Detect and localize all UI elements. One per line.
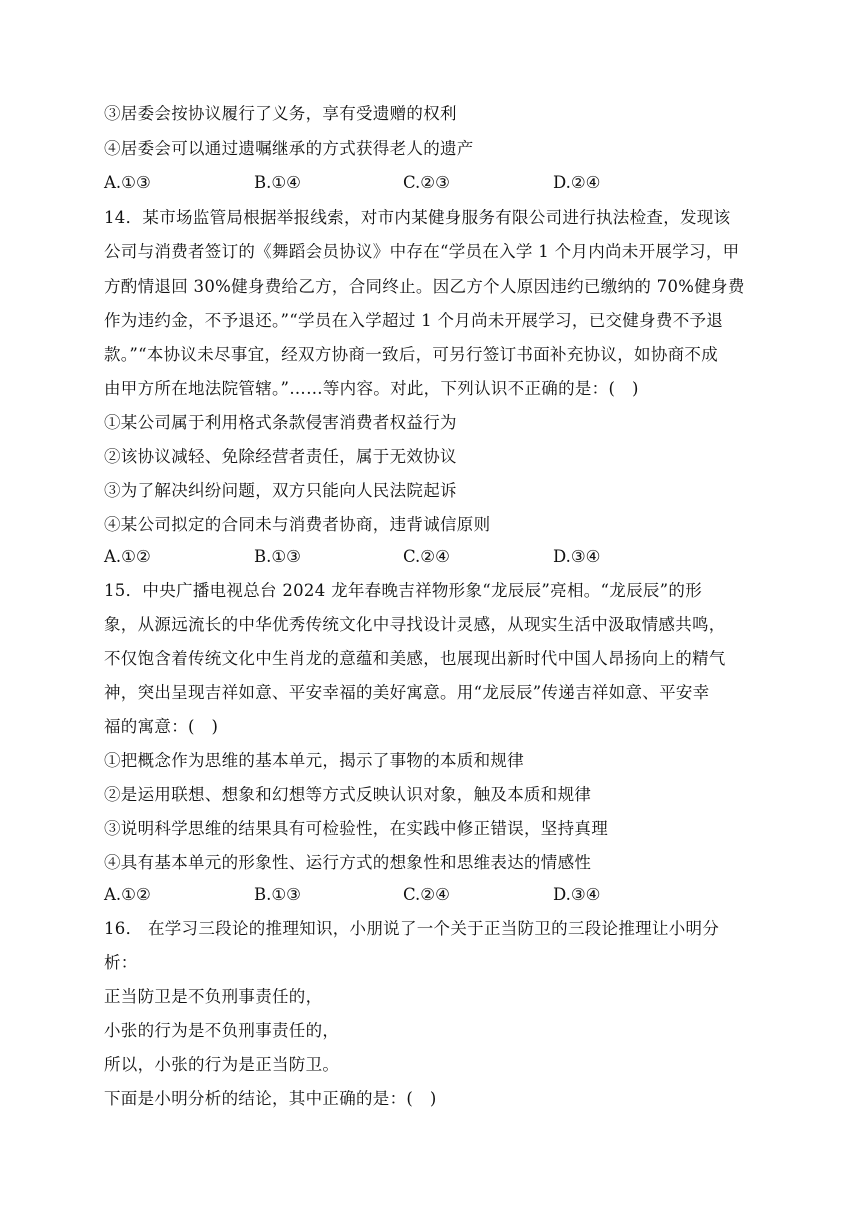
q13-item-3: ③居委会按协议履行了义务，享有受遗赠的权利: [104, 104, 457, 123]
q14-item-2: ②该协议减轻、免除经营者责任，属于无效协议: [104, 447, 457, 466]
q16-stem-line: 析：: [104, 953, 138, 972]
q14-stem-line: 款。”“本协议未尽事宜，经双方协商一致后，可另行签订书面补充协议，如协商不成: [104, 345, 719, 364]
q15-stem-line: 不仅饱含着传统文化中生肖龙的意蕴和美感，也展现出新时代中国人昂扬向上的精气: [104, 649, 726, 668]
q15-options: [104, 884, 764, 906]
q15-stem-line: 福的寓意：( ): [104, 717, 219, 736]
q13-options: [104, 172, 764, 194]
q16-syllogism-major: 正当防卫是不负刑事责任的，: [104, 987, 323, 1006]
q16-stem-line: 16． 在学习三段论的推理知识，小朋说了一个关于正当防卫的三段论推理让小明分: [104, 919, 720, 938]
q15-stem-line: 象，从源远流长的中华优秀传统文化中寻找设计灵感，从现实生活中汲取情感共鸣，: [104, 615, 726, 634]
q15-option-c: C.②④: [403, 885, 450, 904]
q15-item-2: ②是运用联想、想象和幻想等方式反映认识对象，触及本质和规律: [104, 785, 592, 804]
q14-stem-line: 14．某市场监管局根据举报线索，对市内某健身服务有限公司进行执法检查，发现该: [104, 208, 731, 227]
q15-option-d: D.③④: [553, 885, 601, 904]
q15-item-1: ①把概念作为思维的基本单元，揭示了事物的本质和规律: [104, 751, 524, 770]
q14-option-b: B.①③: [254, 547, 301, 566]
q14-stem-line: 由甲方所在地法院管辖。”……等内容。对此，下列认识不正确的是：( ): [104, 379, 639, 398]
q15-option-b: B.①③: [254, 885, 301, 904]
q14-stem-line: 方酌情退回 30%健身费给乙方，合同终止。因乙方个人原因违约已缴纳的 70%健身费: [104, 277, 745, 296]
q16-syllogism-minor: 小张的行为是不负刑事责任的，: [104, 1021, 340, 1040]
q14-option-c: C.②④: [403, 547, 450, 566]
q15-item-3: ③说明科学思维的结果具有可检验性，在实践中修正错误，坚持真理: [104, 819, 608, 838]
q14-stem-line: 作为违约金，不予退还。”“学员在入学超过 1 个月尚未开展学习，已交健身费不予退: [104, 311, 724, 330]
q14-item-4: ④某公司拟定的合同未与消费者协商，违背诚信原则: [104, 515, 491, 534]
q15-stem-line: 15．中央广播电视总台 2024 龙年春晚吉祥物形象“龙辰辰”亮相。“龙辰辰”的形: [104, 581, 703, 600]
q14-option-a: A.①②: [104, 547, 151, 566]
q15-option-a: A.①②: [104, 885, 151, 904]
q16-question: 下面是小明分析的结论，其中正确的是：( ): [104, 1089, 437, 1108]
q13-option-b: B.①④: [254, 173, 301, 192]
q13-option-d: D.②④: [553, 173, 601, 192]
q14-options: [104, 546, 764, 568]
q15-item-4: ④具有基本单元的形象性、运行方式的想象性和思维表达的情感性: [104, 853, 592, 872]
q14-option-d: D.③④: [553, 547, 601, 566]
q13-item-4: ④居委会可以通过遗嘱继承的方式获得老人的遗产: [104, 139, 474, 158]
q15-stem-line: 神，突出呈现吉祥如意、平安幸福的美好寓意。用“龙辰辰”传递吉祥如意、平安幸: [104, 683, 710, 702]
q14-item-3: ③为了解决纠纷问题，双方只能向人民法院起诉: [104, 481, 457, 500]
q13-option-c: C.②③: [403, 173, 450, 192]
q16-syllogism-conclusion: 所以，小张的行为是正当防卫。: [104, 1055, 340, 1074]
q13-option-a: A.①③: [104, 173, 151, 192]
q14-stem-line: 公司与消费者签订的《舞蹈会员协议》中存在“学员在入学 1 个月内尚未开展学习，甲: [104, 242, 740, 261]
q14-item-1: ①某公司属于利用格式条款侵害消费者权益行为: [104, 413, 457, 432]
